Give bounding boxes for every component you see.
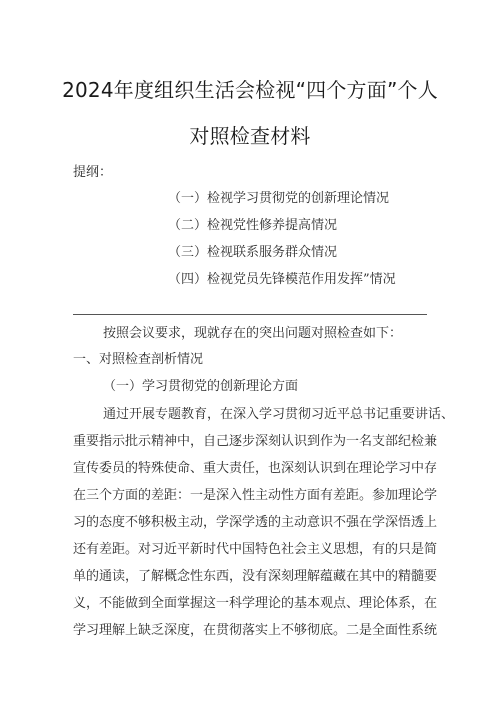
body-text-line: 义，不能做到全面掌握这一科学理论的基本观点、理论体系，在	[73, 596, 438, 611]
body-text-line: 通过开展专题教育，在深入学习贯彻习近平总书记重要讲话、	[103, 407, 455, 422]
body-text-line: 还有差距。对习近平新时代中国特色社会主义思想，有的只是简	[73, 542, 438, 557]
body-text-line: 在三个方面的差距：一是深入性主动性方面有差距。参加理论学	[73, 488, 438, 503]
body-text-line: 习的态度不够积极主动，学深学透的主动意识不强在学深悟透上	[73, 515, 438, 530]
document-title-line-1: 2024年度组织生活会检视“四个方面”个人	[62, 78, 438, 102]
outline-label: 提纲：	[73, 165, 113, 180]
intro-paragraph: 按照会议要求，现就存在的突出问题对照检查如下：	[103, 326, 403, 341]
outline-item: （二）检视党性修养提高情况	[168, 218, 338, 233]
body-text-line: 宣传委员的特殊使命、重大责任，也深刻认识到在理论学习中存	[73, 461, 438, 476]
outline-item: （一）检视学习贯彻党的创新理论情况	[168, 191, 390, 206]
body-text-line: 重要指示批示精神中，自己逐步深刻认识到作为一名支部纪检兼	[73, 434, 438, 449]
body-text-line: 单的通读，了解概念性东西，没有深刻理解蕴藏在其中的精髓要	[73, 569, 438, 584]
outline-item: （四）检视党员先锋模范作用发挥”情况	[168, 272, 396, 287]
outline-item: （三）检视联系服务群众情况	[168, 245, 338, 260]
body-text-line: 学习理解上缺乏深度，在贯彻落实上不够彻底。二是全面性系统	[73, 623, 438, 638]
section-heading: 一、对照检查剖析情况	[73, 352, 204, 367]
document-title-line-2: 对照检查材料	[189, 124, 311, 148]
section-divider	[73, 314, 427, 315]
subsection-heading: （一）学习贯彻党的创新理论方面	[103, 379, 299, 394]
